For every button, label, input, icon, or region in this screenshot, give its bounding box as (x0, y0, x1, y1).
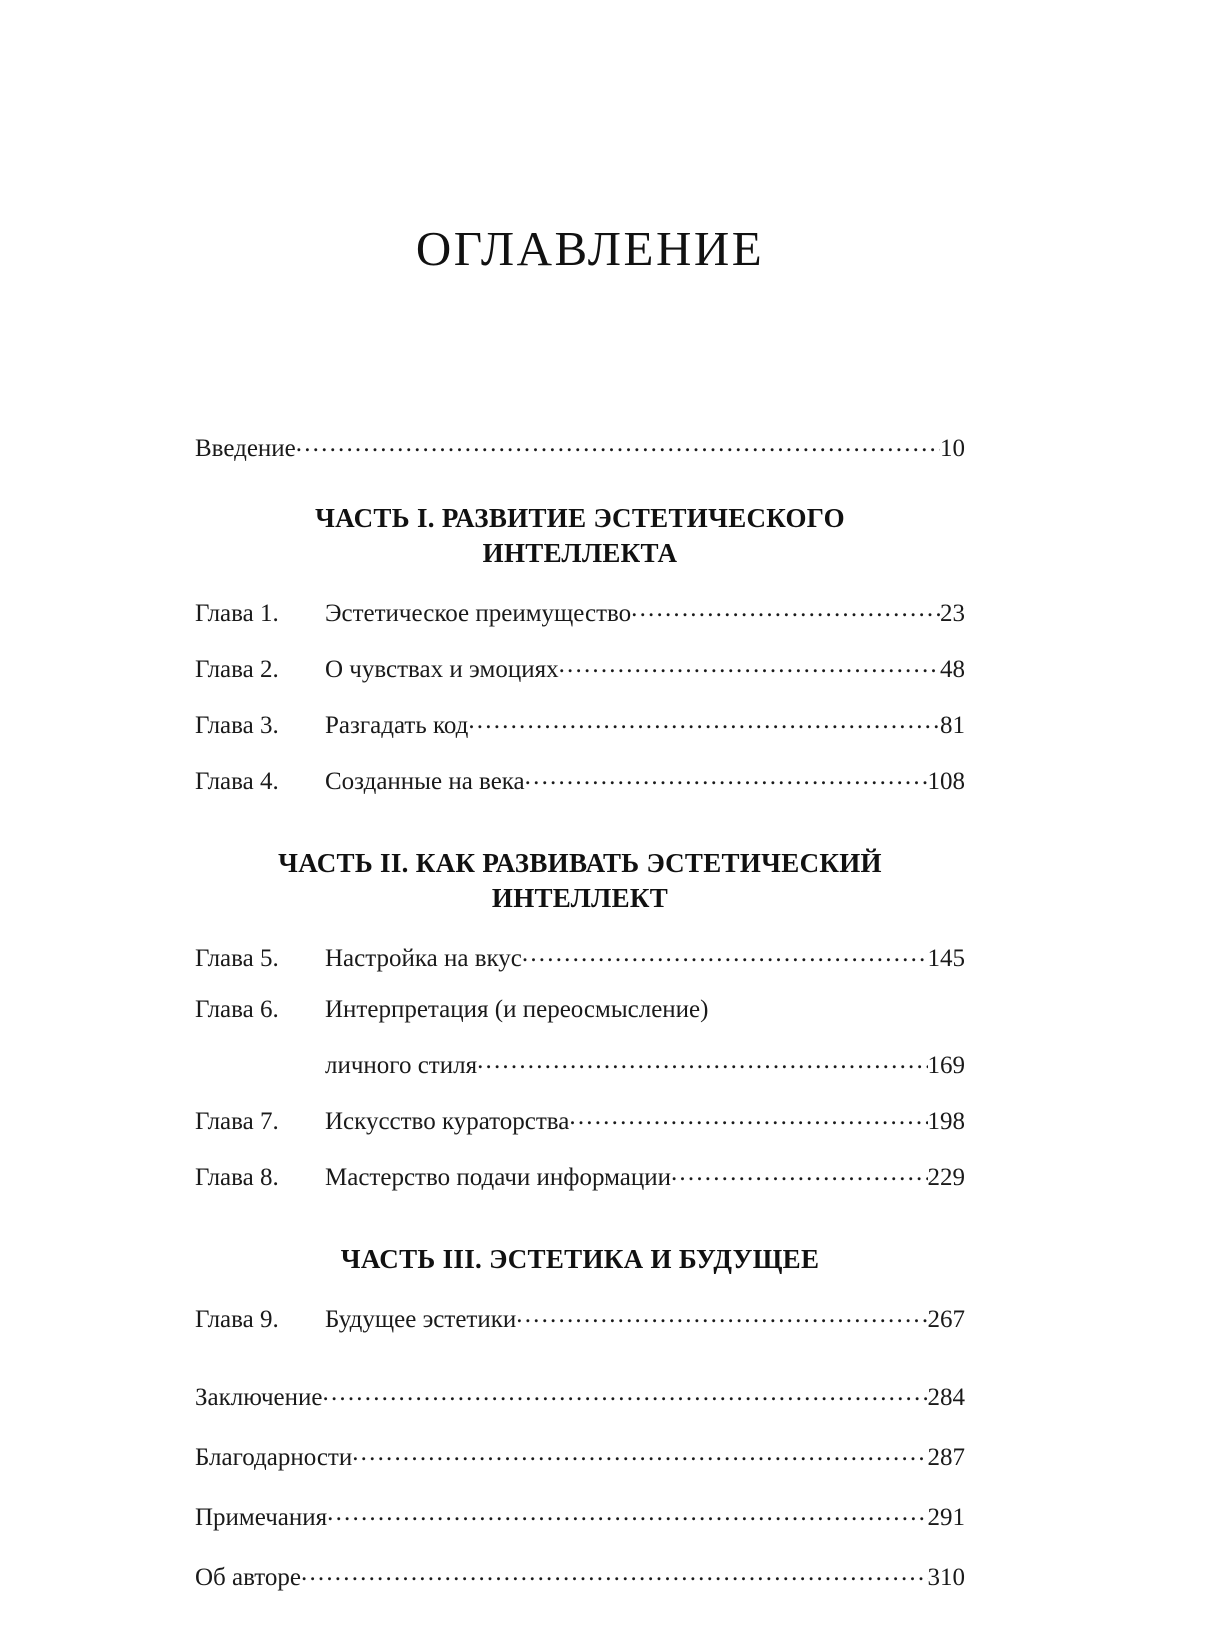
chapter-title: Разгадать код (325, 712, 469, 740)
front-matter-list (195, 431, 965, 461)
leader-dots (559, 652, 940, 677)
chapter-label: Глава 8. (195, 1164, 279, 1192)
leader-dots (352, 1440, 927, 1465)
chapter-page: 198 (927, 1108, 965, 1136)
toc-entry-about-author[interactable] (195, 1560, 965, 1590)
part-heading-2-line-2: ИНТЕЛЛЕКТ (491, 883, 669, 914)
toc-entry-page: 287 (927, 1444, 965, 1472)
leader-dots (631, 596, 940, 621)
leader-dots (522, 941, 928, 966)
chapter-label: Глава 5. (195, 945, 279, 973)
leader-dots (569, 1104, 927, 1129)
toc-entry-chapter-6[interactable] (195, 997, 965, 1078)
toc-entry-page: 310 (927, 1564, 965, 1592)
toc-entry-chapter-7[interactable] (195, 1104, 965, 1134)
part-heading-2-line-1: ЧАСТЬ II. КАК РАЗВИВАТЬ ЭСТЕТИЧЕСКИЙ (278, 848, 882, 879)
chapter-page: 81 (940, 712, 965, 740)
leader-dots (296, 431, 940, 456)
page-title: ОГЛАВЛЕНИЕ (415, 221, 765, 276)
chapter-title: Мастерство подачи информации (325, 1164, 671, 1192)
leader-dots (671, 1160, 928, 1185)
toc-entry-chapter-5[interactable] (195, 941, 965, 971)
toc-entry-introduction[interactable] (195, 431, 965, 461)
back-matter-list (195, 1380, 965, 1590)
chapter-label: Глава 1. (195, 600, 279, 628)
toc-entry-page: 284 (927, 1384, 965, 1412)
part-heading-1 (195, 501, 965, 571)
leader-dots (327, 1500, 927, 1525)
chapter-page: 108 (927, 768, 965, 796)
chapter-title-line-1: Интерпретация (и переосмысление) (325, 996, 709, 1024)
leader-dots (468, 708, 940, 733)
chapter-title: Созданные на века (325, 768, 525, 796)
toc-entry-chapter-9[interactable] (195, 1302, 965, 1332)
chapter-page: 229 (927, 1164, 965, 1192)
part-heading-1-line-1: ЧАСТЬ I. РАЗВИТИЕ ЭСТЕТИЧЕСКОГО (315, 502, 845, 533)
toc-content (195, 0, 965, 1590)
part-2-chapter-list (195, 941, 965, 1190)
chapter-6-line-2 (195, 1048, 965, 1078)
chapter-label: Глава 9. (195, 1306, 279, 1334)
chapter-title-line-2: личного стиля (325, 1052, 478, 1080)
chapter-label: Глава 4. (195, 768, 279, 796)
toc-entry-chapter-2[interactable] (195, 652, 965, 682)
toc-entry-chapter-3[interactable] (195, 708, 965, 738)
part-1-chapter-list (195, 596, 965, 794)
toc-entry-acknowledgements[interactable] (195, 1440, 965, 1470)
leader-dots (301, 1560, 928, 1585)
toc-entry-page: 291 (927, 1504, 965, 1532)
chapter-page: 169 (927, 1052, 965, 1080)
leader-dots (516, 1302, 927, 1327)
chapter-page: 267 (927, 1306, 965, 1334)
chapter-label: Глава 7. (195, 1108, 279, 1136)
toc-entry-title: Примечания (195, 1504, 328, 1532)
chapter-title: Искусство кураторства (325, 1108, 570, 1136)
chapter-6-line-1 (195, 997, 965, 1022)
chapter-title: О чувствах и эмоциях (325, 656, 559, 684)
toc-entry-notes[interactable] (195, 1500, 965, 1530)
leader-dots (323, 1380, 928, 1405)
chapter-title: Будущее эстетики (325, 1306, 517, 1334)
part-heading-3 (195, 1242, 965, 1277)
toc-entry-chapter-4[interactable] (195, 764, 965, 794)
toc-entry-conclusion[interactable] (195, 1380, 965, 1410)
toc-entry-title: Благодарности (195, 1444, 353, 1472)
toc-entry-chapter-1[interactable] (195, 596, 965, 626)
chapter-title: Настройка на вкус (325, 945, 522, 973)
chapter-page: 23 (940, 600, 965, 628)
chapter-label: Глава 2. (195, 656, 279, 684)
toc-entry-title: Заключение (195, 1384, 323, 1412)
part-heading-1-line-2: ИНТЕЛЛЕКТА (482, 537, 678, 568)
toc-entry-page: 10 (940, 434, 965, 462)
leader-dots (477, 1048, 927, 1073)
part-heading-3-line-1: ЧАСТЬ III. ЭСТЕТИКА И БУДУЩЕЕ (340, 1244, 820, 1275)
chapter-page: 48 (940, 656, 965, 684)
chapter-label: Глава 3. (195, 712, 279, 740)
toc-entry-chapter-8[interactable] (195, 1160, 965, 1190)
leader-dots (525, 764, 928, 789)
chapter-page: 145 (927, 945, 965, 973)
chapter-title: Эстетическое преимущество (325, 600, 632, 628)
part-heading-2 (195, 846, 965, 916)
chapter-label: Глава 6. (195, 996, 279, 1024)
toc-entry-title: Введение (195, 434, 296, 462)
toc-entry-title: Об авторе (195, 1564, 301, 1592)
part-3-chapter-list (195, 1302, 965, 1332)
